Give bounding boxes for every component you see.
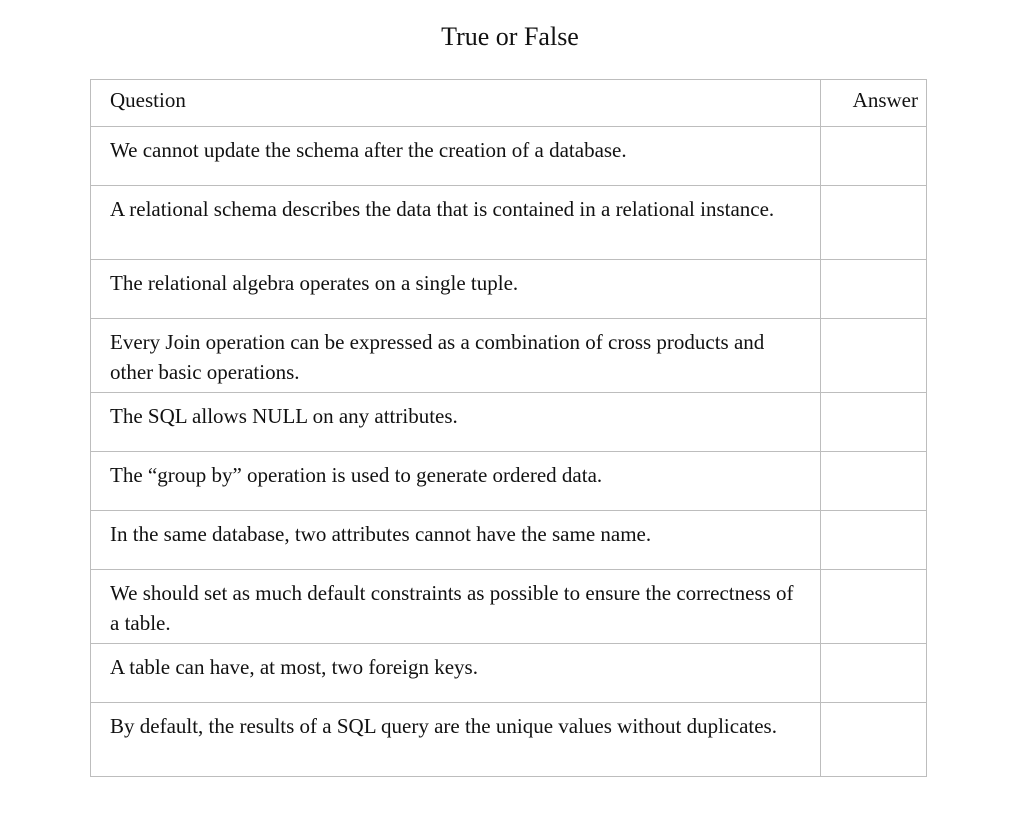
question-cell: The relational algebra operates on a single tuple. — [91, 260, 821, 319]
true-false-table — [90, 79, 927, 777]
table-row — [91, 703, 927, 777]
table-row — [91, 644, 927, 703]
question-column-header: Question — [91, 80, 821, 127]
table-row — [91, 260, 927, 319]
answer-cell[interactable] — [821, 644, 927, 703]
table-row — [91, 186, 927, 260]
table-row — [91, 319, 927, 393]
question-cell: A table can have, at most, two foreign keys. — [91, 644, 821, 703]
answer-column-header: Answer — [821, 80, 927, 127]
table-row — [91, 393, 927, 452]
answer-cell[interactable] — [821, 319, 927, 393]
answer-cell[interactable] — [821, 393, 927, 452]
question-cell: In the same database, two attributes cannot have the same name. — [91, 511, 821, 570]
question-cell: By default, the results of a SQL query are the unique values without duplicates. — [91, 703, 821, 777]
answer-cell[interactable] — [821, 570, 927, 644]
answer-cell[interactable] — [821, 452, 927, 511]
table-row — [91, 511, 927, 570]
table-header-row — [91, 80, 927, 127]
page-title: True or False — [441, 22, 579, 51]
question-cell: The “group by” operation is used to generate ordered data. — [91, 452, 821, 511]
table-row — [91, 452, 927, 511]
answer-cell[interactable] — [821, 260, 927, 319]
answer-cell[interactable] — [821, 511, 927, 570]
question-cell: We cannot update the schema after the creation of a database. — [91, 127, 821, 186]
answer-cell[interactable] — [821, 703, 927, 777]
table-row — [91, 127, 927, 186]
question-cell: We should set as much default constraints as possible to ensure the correctness of a table. — [91, 570, 821, 644]
question-cell: Every Join operation can be expressed as a combination of cross products and other basic operations. — [91, 319, 821, 393]
question-cell: A relational schema describes the data that is contained in a relational instance. — [91, 186, 821, 260]
answer-cell[interactable] — [821, 127, 927, 186]
question-cell: The SQL allows NULL on any attributes. — [91, 393, 821, 452]
answer-cell[interactable] — [821, 186, 927, 260]
table-row — [91, 570, 927, 644]
